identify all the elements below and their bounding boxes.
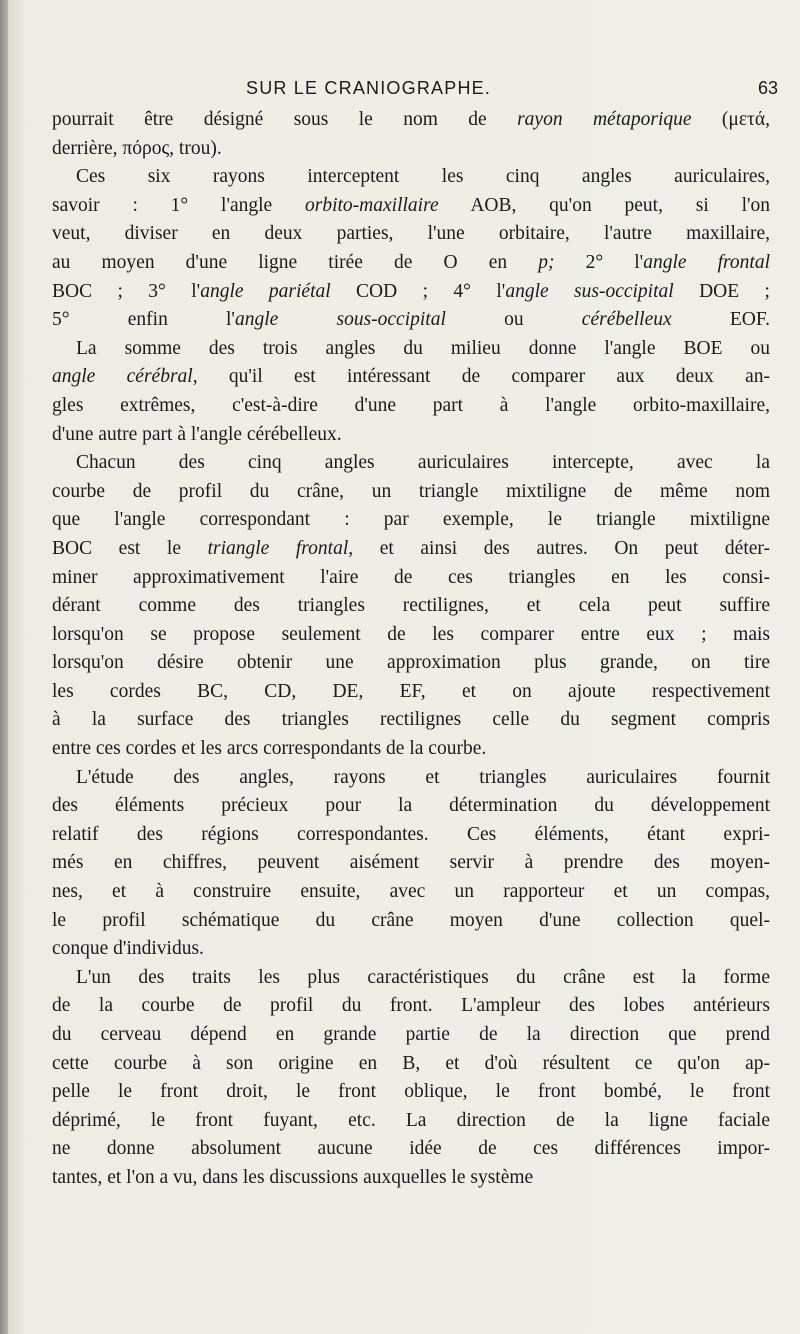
text-run: entre ces cordes et les arcs correspondants de la courbe. bbox=[52, 738, 487, 760]
page-header bbox=[0, 78, 800, 102]
text-run: des éléments précieux pour la détermination du développement bbox=[52, 795, 770, 817]
text-line bbox=[52, 964, 770, 993]
text-run: veut, diviser en deux parties, l'une orbitaire, l'autre maxillaire, bbox=[52, 223, 770, 245]
text-run: BOC est le bbox=[52, 537, 208, 559]
text-run: cette courbe à son origine en B, et d'où résultent ce qu'on ap- bbox=[52, 1052, 770, 1074]
italic-term: angle pariétal bbox=[200, 280, 331, 302]
text-line bbox=[52, 735, 770, 764]
page-number: 63 bbox=[758, 78, 779, 98]
text-run: ou bbox=[445, 309, 582, 331]
text-line bbox=[52, 1135, 770, 1164]
text-line bbox=[52, 678, 770, 707]
text-line bbox=[52, 220, 770, 249]
text-run: au moyen d'une ligne tirée de O en bbox=[52, 251, 539, 273]
text-line bbox=[52, 992, 770, 1021]
text-run: L'étude des angles, rayons et triangles auriculaires fournit bbox=[76, 766, 770, 788]
running-head: SUR LE CRANIOGRAPHE. bbox=[246, 78, 492, 98]
text-line bbox=[52, 706, 770, 735]
text-line bbox=[52, 1078, 770, 1107]
text-run: pourrait être désigné sous le nom de bbox=[52, 109, 518, 130]
text-run: dérant comme des triangles rectilignes, et cela peut suffire bbox=[52, 595, 770, 617]
text-run: 5° enfin l' bbox=[52, 309, 235, 331]
text-line bbox=[52, 192, 770, 221]
text-line bbox=[52, 764, 770, 793]
text-line bbox=[52, 306, 770, 335]
text-line bbox=[52, 907, 770, 936]
text-run: AOB, qu'on peut, si l'on bbox=[438, 194, 770, 216]
text-line bbox=[52, 392, 770, 421]
text-run: courbe de profil du crâne, un triangle mixtiligne de même nom bbox=[52, 480, 770, 502]
text-line bbox=[52, 649, 770, 678]
text-line bbox=[52, 421, 770, 450]
text-line bbox=[52, 592, 770, 621]
text-run: les cordes BC, CD, DE, EF, et on ajoute respectivement bbox=[52, 680, 770, 702]
text-line bbox=[52, 249, 770, 278]
italic-term: cérébelleux bbox=[581, 309, 672, 331]
text-line bbox=[52, 135, 770, 164]
text-run: pelle le front droit, le front oblique, le front bombé, le front bbox=[52, 1081, 770, 1103]
text-run: d'une autre part à l'angle cérébelleux. bbox=[52, 423, 342, 445]
text-line bbox=[52, 535, 770, 564]
text-run: nes, et à construire ensuite, avec un rapporteur et un compas, bbox=[52, 881, 770, 903]
text-line bbox=[52, 1021, 770, 1050]
text-line bbox=[52, 106, 770, 135]
text-run: L'un des traits les plus caractéristiques du crâne est la forme bbox=[76, 966, 770, 988]
italic-term: angle cérébral bbox=[52, 366, 193, 388]
text-run: à la surface des triangles rectilignes celle du segment compris bbox=[52, 709, 770, 731]
text-line bbox=[52, 506, 770, 535]
text-run: savoir : 1° l'angle bbox=[52, 194, 305, 216]
text-run: 2° l' bbox=[554, 251, 644, 273]
text-line bbox=[52, 935, 770, 964]
book-spine-shadow bbox=[0, 0, 8, 1334]
italic-term: orbito-maxillaire bbox=[305, 194, 439, 216]
text-run: lorsqu'on désire obtenir une approximation plus grande, on tire bbox=[52, 652, 770, 674]
text-run: ne donne absolument aucune idée de ces différences impor- bbox=[52, 1138, 770, 1160]
body-text bbox=[52, 106, 770, 1193]
italic-term: triangle frontal bbox=[207, 537, 349, 559]
text-run: tantes, et l'on a vu, dans les discussions auxquelles le système bbox=[52, 1166, 534, 1188]
text-run: EOF. bbox=[671, 309, 771, 331]
text-run: que l'angle correspondant : par exemple, le triangle mixtiligne bbox=[52, 509, 770, 531]
text-run: , qu'il est intéressant de comparer aux deux an- bbox=[192, 366, 770, 388]
text-run: Chacun des cinq angles auriculaires intercepte, avec la bbox=[76, 452, 770, 474]
text-line bbox=[52, 1107, 770, 1136]
text-run: més en chiffres, peuvent aisément servir à prendre des moyen- bbox=[52, 852, 770, 874]
text-run: Ces six rayons interceptent les cinq angles auriculaires, bbox=[76, 166, 770, 188]
text-run: La somme des trois angles du milieu donne l'angle BOE ou bbox=[76, 337, 770, 359]
italic-term: angle sous-occipital bbox=[234, 309, 446, 331]
text-line bbox=[52, 278, 770, 307]
text-run: conque d'individus. bbox=[52, 938, 204, 960]
text-run: DOE ; bbox=[673, 280, 770, 302]
text-line bbox=[52, 1050, 770, 1079]
text-line bbox=[52, 335, 770, 364]
italic-term: angle frontal bbox=[643, 251, 770, 273]
text-line bbox=[52, 478, 770, 507]
text-line bbox=[52, 792, 770, 821]
text-line bbox=[52, 849, 770, 878]
text-run: relatif des régions correspondantes. Ces éléments, étant expri- bbox=[52, 823, 770, 845]
text-line bbox=[52, 163, 770, 192]
text-run: gles extrêmes, c'est-à-dire d'une part à l'angle orbito-maxillaire, bbox=[52, 394, 770, 416]
text-line bbox=[52, 449, 770, 478]
text-line bbox=[52, 621, 770, 650]
text-line bbox=[52, 564, 770, 593]
text-run: derrière, πόρος, trou). bbox=[52, 137, 222, 159]
text-line bbox=[52, 821, 770, 850]
text-run: BOC ; 3° l' bbox=[52, 280, 201, 302]
text-run: lorsqu'on se propose seulement de les comparer entre eux ; mais bbox=[52, 623, 770, 645]
italic-term: p; bbox=[538, 251, 555, 273]
text-run: de la courbe de profil du front. L'ampleur des lobes antérieurs bbox=[52, 995, 770, 1017]
text-line bbox=[52, 878, 770, 907]
text-run: déprimé, le front fuyant, etc. La direction de la ligne faciale bbox=[52, 1109, 770, 1131]
text-run: , et ainsi des autres. On peut déter- bbox=[348, 537, 770, 559]
text-run: le profil schématique du crâne moyen d'une collection quel- bbox=[52, 909, 770, 931]
text-run: (μετά, bbox=[691, 109, 770, 130]
text-run: du cerveau dépend en grande partie de la direction que prend bbox=[52, 1024, 770, 1045]
italic-term: rayon métaporique bbox=[517, 109, 692, 130]
text-line bbox=[52, 1164, 770, 1193]
text-line bbox=[52, 363, 770, 392]
text-run: COD ; 4° l' bbox=[330, 280, 506, 302]
italic-term: angle sus-occipital bbox=[505, 280, 674, 302]
text-run: miner approximativement l'aire de ces triangles en les consi- bbox=[52, 566, 770, 588]
